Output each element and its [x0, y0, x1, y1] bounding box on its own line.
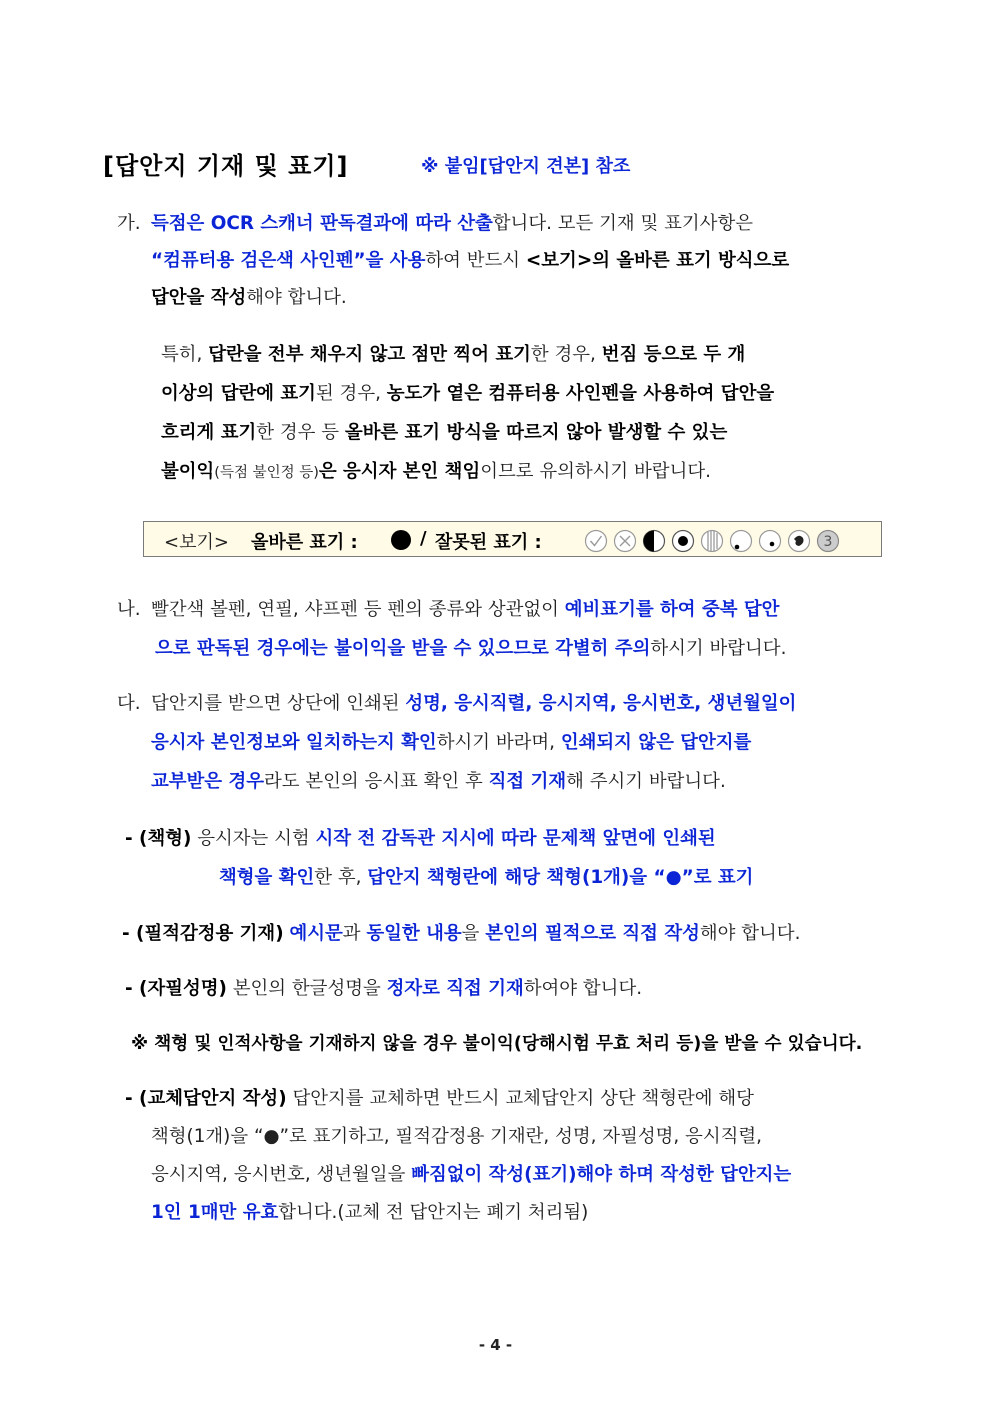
example-slash: / — [420, 528, 427, 549]
section-reference: ※ 붙임[답안지 견본] 참조 — [421, 156, 631, 177]
small-dot-circle-icon — [758, 529, 782, 553]
open-bottom-dot-icon — [729, 529, 753, 553]
section-title: [답안지 기재 및 표기] — [103, 152, 349, 180]
x-circle-icon — [613, 529, 637, 553]
item-da-line2: 응시자 본인정보와 일치하는지 확인하시기 바라며, 인쇄되지 않은 답안지를 — [151, 732, 752, 753]
replacement-line3: 응시지역, 응시번호, 생년월일을 빠짐없이 작성(표기)해야 하며 작성한 답안지는 — [151, 1164, 792, 1185]
example-label: <보기> — [164, 532, 229, 553]
handwriting-line: - (필적감정용 기재) 예시문과 동일한 내용을 본인의 필적으로 직접 작성해야 합니다. — [122, 923, 801, 944]
booklet-line1: - (책형) 응시자는 시험 시작 전 감독관 지시에 따라 문제책 앞면에 인쇄된 — [125, 828, 716, 849]
example-correct-label: 올바른 표기 : — [251, 532, 358, 553]
item-ga-line2: “컴퓨터용 검은색 사인펜”을 사용하여 반드시 <보기>의 올바른 표기 방식으로 — [151, 250, 790, 271]
example-box — [143, 521, 882, 557]
item-da-line3: 교부받은 경우라도 본인의 응시표 확인 후 직접 기재해 주시기 바랍니다. — [151, 771, 726, 792]
item-da-line1: 답안지를 받으면 상단에 인쇄된 성명, 응시직렬, 응시지역, 응시번호, 생년월일이 — [151, 693, 797, 714]
item-na-line2: 으로 판독된 경우에는 불이익을 받을 수 있으므로 각별히 주의하시기 바랍니다. — [155, 638, 787, 659]
digit-circle-label: 3 — [823, 534, 833, 550]
half-filled-circle-icon — [642, 529, 666, 553]
filled-circle-icon — [390, 529, 412, 551]
warning-note: ※ 책형 및 인적사항을 기재하지 않을 경우 불이익(당해시험 무효 처리 등)을 받을 수 있습니다. — [131, 1034, 863, 1054]
special-note-line1: 특히, 답란을 전부 채우지 않고 점만 찍어 표기한 경우, 번짐 등으로 두 개 — [161, 344, 746, 365]
item-na-marker: 나. — [117, 599, 141, 620]
blot-circle-icon — [787, 529, 811, 553]
booklet-line2: 책형을 확인한 후, 답안지 책형란에 해당 책형(1개)을 “●”로 표기 — [219, 867, 754, 888]
item-da-marker: 다. — [117, 693, 141, 714]
page-number: - 4 - — [478, 1336, 513, 1354]
replacement-line1: - (교체답안지 작성) 답안지를 교체하면 반드시 교체답안지 상단 책형란에 해당 — [125, 1088, 754, 1109]
digit-circle-icon — [816, 529, 840, 553]
replacement-line4: 1인 1매만 유효합니다.(교체 전 답안지는 폐기 처리됨) — [151, 1202, 589, 1223]
example-wrong-label: 잘못된 표기 : — [435, 532, 542, 553]
item-ga-marker: 가. — [117, 213, 141, 234]
dot-circle-icon — [671, 529, 695, 553]
item-ga-line1: 득점은 OCR 스캐너 판독결과에 따라 산출합니다. 모든 기재 및 표기사항은 — [151, 213, 753, 234]
special-note-line3: 흐리게 표기한 경우 등 올바른 표기 방식을 따르지 않아 발생할 수 있는 — [161, 422, 728, 443]
check-circle-icon — [584, 529, 608, 553]
special-note-line4: 불이익(득점 불인정 등)은 응시자 본인 책임이므로 유의하시기 바랍니다. — [161, 461, 711, 482]
signature-line: - (자필성명) 본인의 한글성명을 정자로 직접 기재하여야 합니다. — [125, 978, 643, 999]
item-na-line1: 빨간색 볼펜, 연필, 샤프펜 등 펜의 종류와 상관없이 예비표기를 하여 중복 답안 — [151, 599, 780, 620]
item-ga-line3: 답안을 작성해야 합니다. — [151, 287, 347, 308]
striped-circle-icon — [700, 529, 724, 553]
special-note-line2: 이상의 답란에 표기된 경우, 농도가 옅은 컴퓨터용 사인펜을 사용하여 답안을 — [161, 383, 775, 404]
replacement-line2: 책형(1개)을 “●”로 표기하고, 필적감정용 기재란, 성명, 자필성명, 응시직렬, — [151, 1126, 762, 1147]
